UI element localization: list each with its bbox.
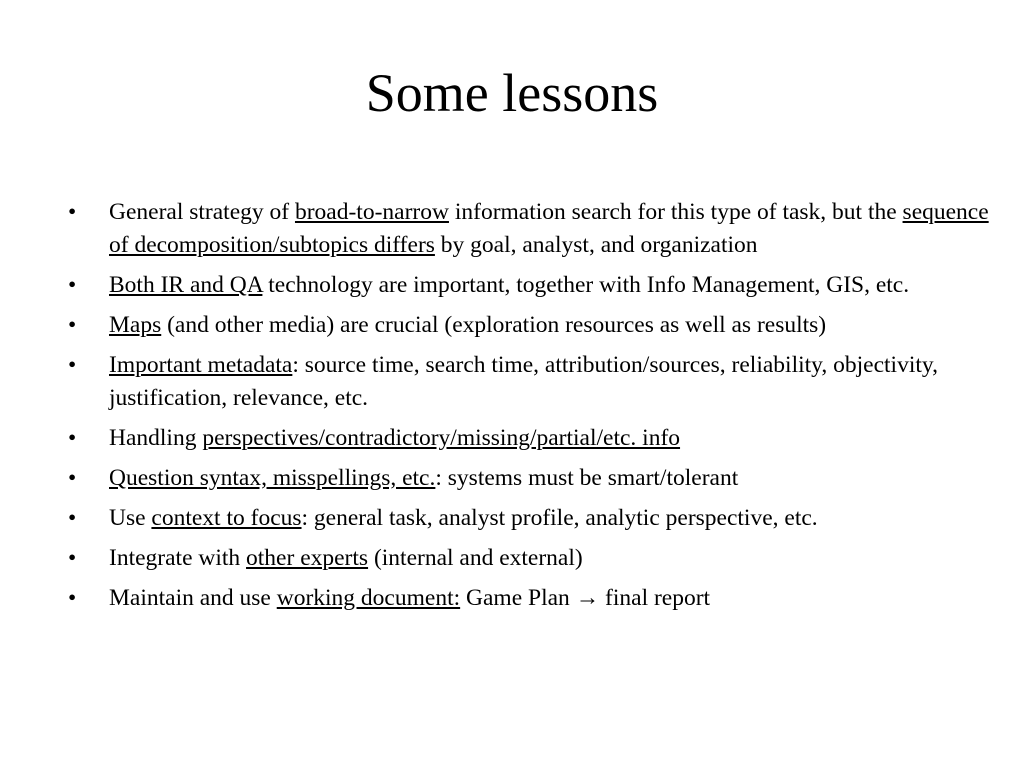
bullet-item-perspectives [68, 422, 998, 455]
bullet-item-metadata [68, 349, 998, 415]
underlined-phrase: context to focus [151, 505, 302, 531]
text-run: by goal, analyst, and organization [434, 232, 758, 258]
bullet-item-maps [68, 309, 998, 342]
bullet-text [109, 272, 909, 298]
bullet-text [109, 199, 989, 258]
bullet-item-experts [68, 542, 998, 575]
text-run: information search for this type of task, but the [448, 199, 903, 225]
bullet-text [109, 545, 583, 571]
bullet-icon: • [68, 199, 77, 225]
bullet-icon: • [68, 505, 77, 531]
text-run: (and other media) are crucial (exploration resources as well as results) [161, 312, 827, 338]
underlined-phrase: broad-to-narrow [294, 199, 449, 225]
bullet-item-question-syntax [68, 462, 998, 495]
bullet-icon: • [68, 545, 77, 571]
text-run: Handling [109, 425, 203, 451]
bullet-icon: • [68, 312, 77, 338]
underlined-phrase: Important metadata [109, 352, 293, 378]
bullet-item-ir-qa [68, 269, 998, 302]
bullet-item-strategy [68, 196, 998, 262]
text-run: Use [109, 505, 152, 531]
bullet-list [68, 196, 998, 622]
bullet-icon: • [68, 585, 77, 611]
slide-title: Some lessons [365, 63, 659, 123]
bullet-text [109, 425, 680, 451]
text-run: General strategy of [109, 199, 295, 225]
text-run: (internal and external) [368, 545, 583, 571]
bullet-icon: • [68, 272, 77, 298]
underlined-phrase: Maps [109, 312, 162, 338]
underlined-phrase: other experts [246, 545, 369, 571]
bullet-text [109, 465, 738, 491]
text-run: Maintain and use [109, 585, 277, 611]
bullet-text [109, 505, 818, 531]
text-run: : systems must be smart/tolerant [435, 465, 739, 491]
bullet-icon: • [68, 465, 77, 491]
bullet-icon: • [68, 352, 77, 378]
bullet-text [109, 312, 826, 338]
underlined-phrase: Both IR and QA [109, 272, 263, 298]
bullet-item-working-document [68, 582, 998, 615]
bullet-text [109, 352, 938, 411]
underlined-phrase: perspectives/contradictory/missing/partial/etc. info [202, 425, 681, 451]
bullet-text [109, 585, 710, 611]
text-run: : source time, search time, attribution/sources, reliability, objectivity, justification, relevance, etc. [109, 352, 938, 411]
text-run: Integrate with [109, 545, 247, 571]
text-run: technology are important, together with Info Management, GIS, etc. [262, 272, 910, 298]
text-run: Game Plan → final report [460, 585, 711, 611]
bullet-icon: • [68, 425, 77, 451]
bullet-item-context [68, 502, 998, 535]
underlined-phrase: Question syntax, misspellings, etc. [109, 465, 436, 491]
text-run: : general task, analyst profile, analytic perspective, etc. [301, 505, 818, 531]
underlined-phrase: sequence of decomposition/subtopics differs [109, 199, 989, 258]
underlined-phrase: working document: [276, 585, 461, 611]
